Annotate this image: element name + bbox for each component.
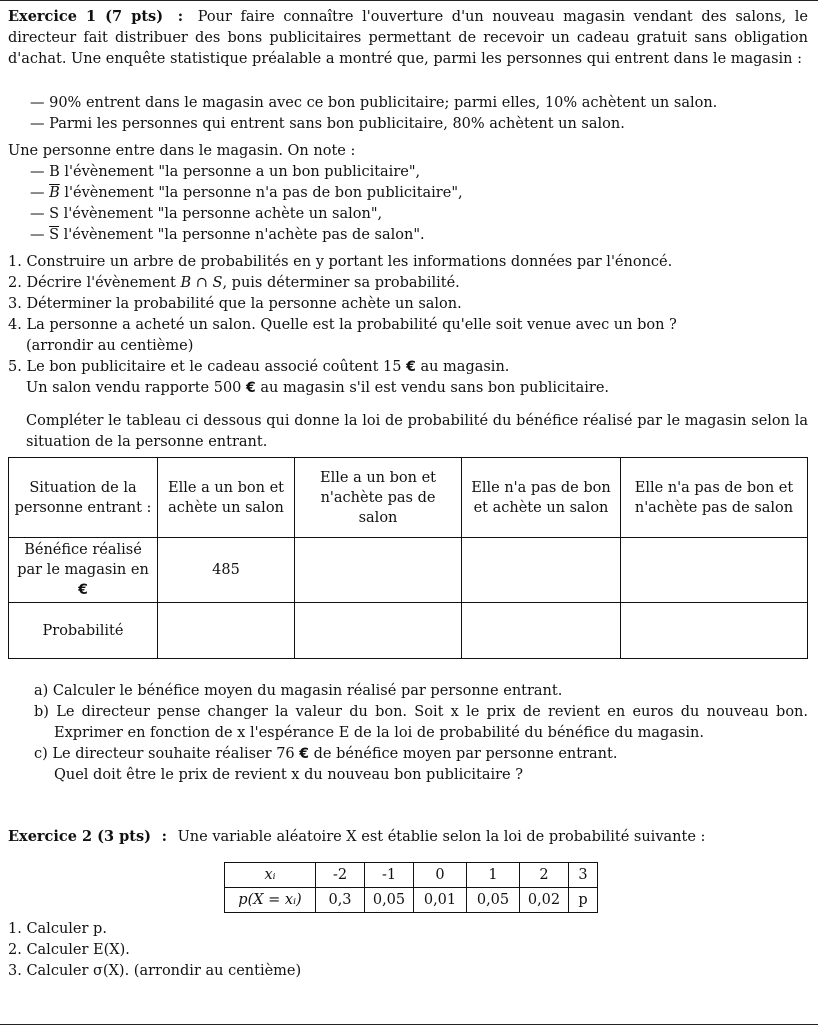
question-4 <box>8 315 808 357</box>
euro-symbol: € <box>78 582 88 598</box>
subq-c-text-a: c) Le directeur souhaite réaliser 76 <box>34 746 295 762</box>
facts-list <box>8 93 808 135</box>
event-item <box>8 225 808 246</box>
table-header-row <box>9 458 808 538</box>
ex1-intro <box>8 6 808 70</box>
event-text: l'évènement "la personne a un bon publicitaire", <box>59 164 421 180</box>
note-intro: Une personne entre dans le magasin. On note : <box>8 143 356 159</box>
table-row <box>9 538 808 603</box>
exam-page <box>8 4 808 982</box>
table-cell <box>621 603 808 659</box>
xi-value: -2 <box>316 863 365 888</box>
ex2-question-2: 2. Calculer E(X). <box>8 942 130 958</box>
euro-symbol: € <box>406 359 416 375</box>
subq-c-text-c: Quel doit être le prix de revient x du nouveau bon publicitaire ? <box>54 767 523 783</box>
fact-item: — 90% entrent dans le magasin avec ce bon publicitaire; parmi elles, 10% achètent un salon. <box>8 93 808 114</box>
header-col-1: Elle a un bon et achète un salon <box>158 458 295 538</box>
p-value: 0,05 <box>365 888 414 913</box>
ex2-intro-text: Une variable aléatoire X est établie selon la loi de probabilité suivante : <box>177 829 706 845</box>
ex2-question-1: 1. Calculer p. <box>8 921 107 937</box>
table-cell <box>462 603 621 659</box>
q5-text-d: au magasin s'il est vendu sans bon publicitaire. <box>255 380 610 396</box>
question-1: 1. Construire un arbre de probabilités en y portant les informations données par l'énoncé. <box>8 254 673 270</box>
bottom-rule <box>0 1024 818 1025</box>
header-col-3: Elle n'a pas de bon et achète un salon <box>462 458 621 538</box>
xi-value: 1 <box>467 863 520 888</box>
p-value: 0,01 <box>414 888 467 913</box>
event-symbol: B <box>49 164 60 180</box>
subquestions-list <box>8 681 808 786</box>
event-item <box>8 204 808 225</box>
q2-text-a: 2. Décrire l'évènement <box>8 275 181 291</box>
question-3: 3. Déterminer la probabilité que la personne achète un salon. <box>8 296 462 312</box>
event-item <box>8 183 808 204</box>
xi-row <box>225 863 598 888</box>
event-text: l'évènement "la personne achète un salon", <box>59 206 383 222</box>
q5-text-b: au magasin. <box>415 359 510 375</box>
q2-text-b: , puis déterminer sa probabilité. <box>222 275 460 291</box>
p-value: 0,05 <box>467 888 520 913</box>
distribution-table <box>224 862 598 913</box>
fact-item: — Parmi les personnes qui entrent sans bon publicitaire, 80% achètent un salon. <box>8 114 808 135</box>
table-cell <box>158 603 295 659</box>
top-rule <box>0 0 818 1</box>
ex1-colon: : <box>177 8 184 25</box>
q4-note: (arrondir au centième) <box>26 338 194 354</box>
header-col-2: Elle a un bon et n'achète pas de salon <box>295 458 462 538</box>
question-5 <box>8 357 808 399</box>
table-cell: 485 <box>158 538 295 603</box>
ex2-colon: : <box>161 828 167 845</box>
ex1-title: Exercice 1 (7 pts) <box>8 8 164 25</box>
event-symbol: S <box>49 206 60 222</box>
xi-value: -1 <box>365 863 414 888</box>
header-col-4: Elle n'a pas de bon et n'achète pas de salon <box>621 458 808 538</box>
ex2-intro <box>8 826 808 848</box>
benefit-label-text: Bénéfice réalisé par le magasin en <box>17 542 149 578</box>
ex2-question-3: 3. Calculer σ(X). (arrondir au centième) <box>8 963 302 979</box>
subq-c-text-b: de bénéfice moyen par personne entrant. <box>309 746 618 762</box>
ex2-questions <box>8 919 808 982</box>
table-cell <box>295 603 462 659</box>
xi-value: 0 <box>414 863 467 888</box>
q4-text: 4. La personne a acheté un salon. Quelle est la probabilité qu'elle soit venue avec un bon ? <box>8 317 677 333</box>
q5-instruction: Compléter le tableau ci dessous qui donne la loi de probabilité du bénéfice réalisé par le magasin selon la situation de la personne entrant. <box>26 413 808 450</box>
event-symbol: $\overline{B}$ <box>49 185 60 201</box>
q5-text-a: 5. Le bon publicitaire et le cadeau associé coûtent 15 <box>8 359 402 375</box>
table-cell <box>295 538 462 603</box>
p-row <box>225 888 598 913</box>
event-text: l'évènement "la personne n'a pas de bon publicitaire", <box>59 185 463 201</box>
row-label-probability: Probabilité <box>9 603 158 659</box>
p-label: p(X = xᵢ) <box>225 888 316 913</box>
table-cell <box>621 538 808 603</box>
benefit-table <box>8 457 808 659</box>
euro-symbol: € <box>246 380 256 396</box>
p-value: 0,3 <box>316 888 365 913</box>
subquestion-b: b) Le directeur pense changer la valeur du bon. Soit x le prix de revient en euros du nouveau bon. Exprimer en fonction de x l'espérance E de la loi de probabilité du bénéfice du magasin. <box>34 704 808 741</box>
events-list <box>8 162 808 246</box>
row-label-benefit <box>9 538 158 603</box>
q5-text-c: Un salon vendu rapporte 500 <box>26 380 242 396</box>
p-value: 0,02 <box>520 888 569 913</box>
subquestion-c <box>8 744 808 786</box>
subquestion-a: a) Calculer le bénéfice moyen du magasin réalisé par personne entrant. <box>34 683 563 699</box>
table-cell <box>462 538 621 603</box>
xi-value: 3 <box>569 863 598 888</box>
q2-math: B ∩ S <box>180 275 223 291</box>
p-value: p <box>569 888 598 913</box>
question-2 <box>8 273 808 294</box>
event-item <box>8 162 808 183</box>
ex1-intro-text: Pour faire connaître l'ouverture d'un nouveau magasin vendant des salons, le directeur fait distribuer des bons publicitaires permettant de recevoir un cadeau gratuit sans obligation d'achat. Une enquête statistique préalable a montré que, parmi les personnes qui entrent dans le magasin : <box>8 9 809 67</box>
xi-value: 2 <box>520 863 569 888</box>
xi-label: xᵢ <box>225 863 316 888</box>
table-row <box>9 603 808 659</box>
questions-list <box>8 252 808 399</box>
header-situation: Situation de la personne entrant : <box>9 458 158 538</box>
ex2-title: Exercice 2 (3 pts) <box>8 828 151 845</box>
event-symbol: $\overline{S}$ <box>49 227 60 243</box>
euro-symbol: € <box>299 746 309 762</box>
event-text: l'évènement "la personne n'achète pas de salon". <box>59 227 425 243</box>
